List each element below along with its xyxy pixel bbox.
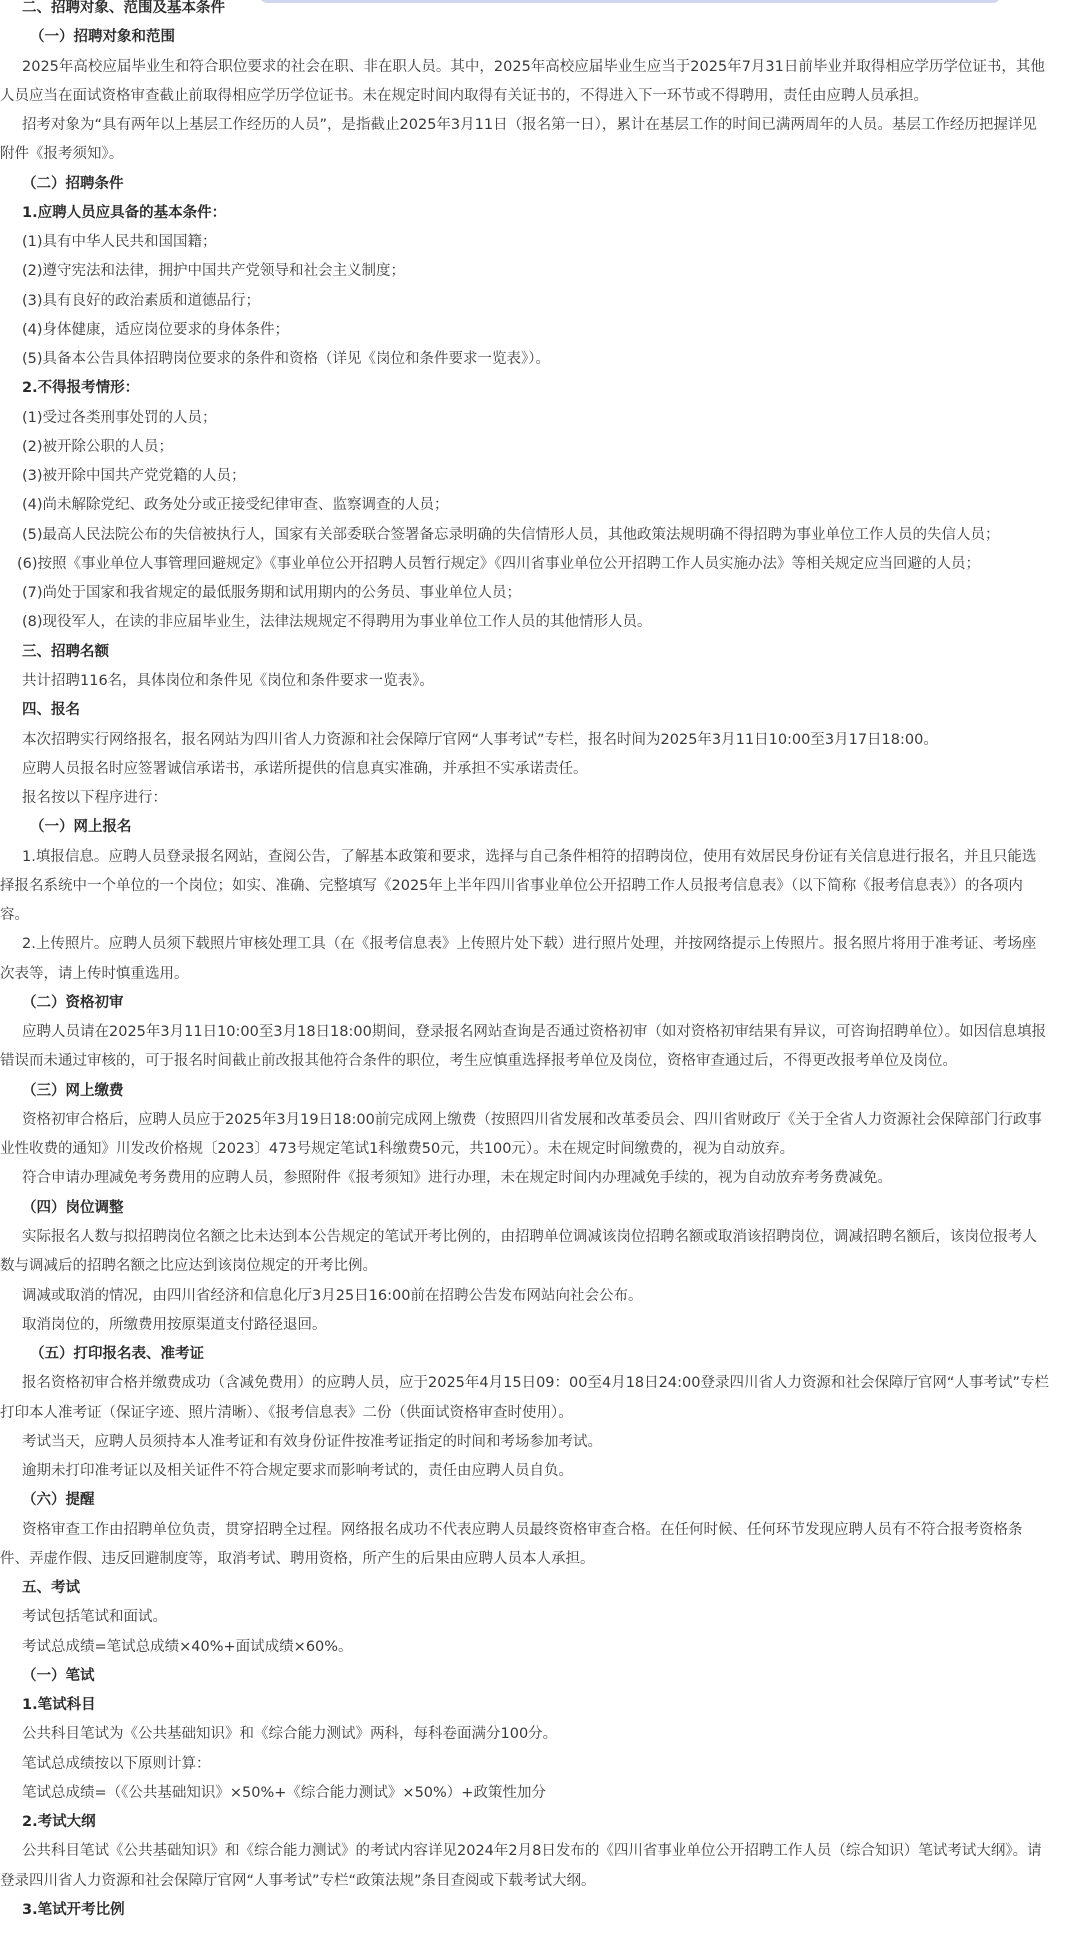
section-heading: 二、招聘对象、范围及基本条件 (22, 0, 225, 16)
section-heading: （二）招聘条件 (22, 176, 124, 192)
paragraph-line: 逾期未打印准考证以及相关证件不符合规定要求而影响考试的，责任由应聘人员自负。 (22, 1463, 573, 1479)
section-heading: （一）招聘对象和范围 (30, 29, 175, 45)
paragraph-line: 招考对象为“具有两年以上基层工作经历的人员”，是指截止2025年3月11日（报名第一日），累计在基层工作的时间已满两周年的人员。基层工作经历把握详见 (22, 117, 1037, 133)
paragraph-line: 考试包括笔试和面试。 (22, 1609, 167, 1625)
paragraph-line: 本次招聘实行网络报名，报名网站为四川省人力资源和社会保障厅官网“人事考试”专栏，报名时间为2025年3月11日10:00至3月17日18:00。 (22, 732, 938, 748)
section-heading: 1.笔试科目 (22, 1697, 96, 1713)
section-heading: （六）提醒 (22, 1492, 95, 1508)
section-heading: （三）网上缴费 (22, 1083, 124, 1099)
paragraph-line: 登录四川省人力资源和社会保障厅官网“人事考试”专栏“政策法规”条目查阅或下载考试大纲。 (0, 1873, 596, 1889)
paragraph-line: (2)遵守宪法和法律，拥护中国共产党领导和社会主义制度； (22, 263, 406, 279)
paragraph-line: 应聘人员请在2025年3月11日10:00至3月18日18:00期间，登录报名网站查询是否通过资格初审（如对资格初审结果有异议，可咨询招聘单位）。如因信息填报 (22, 1024, 1047, 1040)
section-heading: 四、报名 (22, 702, 80, 718)
paragraph-line: 公共科目笔试《公共基础知识》和《综合能力测试》的考试内容详见2024年2月8日发布的《四川省事业单位公开招聘工作人员（综合知识）笔试考试大纲》。请 (22, 1843, 1042, 1859)
paragraph-line: 2.上传照片。应聘人员须下载照片审核处理工具（在《报考信息表》上传照片处下载）进行照片处理，并按网络提示上传照片。报名照片将用于准考证、考场座 (22, 936, 1037, 952)
section-heading: （五）打印报名表、准考证 (30, 1346, 204, 1362)
paragraph-line: (2)被开除公职的人员； (22, 439, 174, 455)
paragraph-line: 考试当天，应聘人员须持本人准考证和有效身份证件按准考证指定的时间和考场参加考试。 (22, 1434, 602, 1450)
paragraph-line: 人员应当在面试资格审查截止前取得相应学历学位证书。未在规定时间内取得有关证书的，不得进入下一环节或不得聘用，责任由应聘人员承担。 (0, 88, 928, 104)
section-heading: 3.笔试开考比例 (22, 1902, 125, 1918)
paragraph-line: 取消岗位的，所缴费用按原渠道支付路径退回。 (22, 1317, 327, 1333)
section-heading: 三、招聘名额 (22, 644, 109, 660)
paragraph-line: 实际报名人数与拟招聘岗位名额之比未达到本公告规定的笔试开考比例的，由招聘单位调减该岗位招聘名额或取消该招聘岗位，调减招聘名额后，该岗位报考人 (22, 1229, 1037, 1245)
section-heading: （一）网上报名 (30, 819, 132, 835)
paragraph-line: (4)身体健康，适应岗位要求的身体条件； (22, 322, 290, 338)
paragraph-line: 1.填报信息。应聘人员登录报名网站，查阅公告，了解基本政策和要求，选择与自己条件相符的招聘岗位，使用有效居民身份证有关信息进行报名，并且只能选 (22, 849, 1037, 865)
section-heading: （四）岗位调整 (22, 1200, 124, 1216)
section-heading: 五、考试 (22, 1580, 80, 1596)
paragraph-line: 笔试总成绩=（《公共基础知识》×50%+《综合能力测试》×50%）+政策性加分 (22, 1785, 546, 1801)
paragraph-line: (6)按照《事业单位人事管理回避规定》《事业单位公开招聘人员暂行规定》《四川省事业单位公开招聘工作人员实施办法》等相关规定应当回避的人员； (17, 556, 981, 572)
paragraph-line: 共计招聘116名，具体岗位和条件见《岗位和条件要求一览表》。 (22, 673, 434, 689)
paragraph-line: (7)尚处于国家和我省规定的最低服务期和试用期内的公务员、事业单位人员； (22, 585, 522, 601)
paragraph-line: (5)最高人民法院公布的失信被执行人，国家有关部委联合签署备忘录明确的失信情形人员，其他政策法规明确不得招聘为事业单位工作人员的失信人员； (22, 527, 1000, 543)
paragraph-line: (8)现役军人，在读的非应届毕业生，法律法规规定不得聘用为事业单位工作人员的其他情形人员。 (22, 614, 652, 630)
paragraph-line: (4)尚未解除党纪、政务处分或正接受纪律审查、监察调查的人员； (22, 497, 449, 513)
paragraph-line: 资格初审合格后，应聘人员应于2025年3月19日18:00前完成网上缴费（按照四川省发展和改革委员会、四川省财政厅《关于全省人力资源社会保障部门行政事 (22, 1112, 1042, 1128)
section-heading: （二）资格初审 (22, 995, 124, 1011)
section-heading: 2.考试大纲 (22, 1814, 96, 1830)
paragraph-line: 打印本人准考证（保证字迹、照片清晰）、《报考信息表》二份（供面试资格审查时使用）。 (0, 1405, 573, 1421)
paragraph-line: 错误而未通过审核的，可于报名时间截止前改报其他符合条件的职位，考生应慎重选择报考单位及岗位，资格审查通过后，不得更改报考单位及岗位。 (0, 1053, 957, 1069)
paragraph-line: 次表等，请上传时慎重选用。 (0, 966, 189, 982)
paragraph-line: 调减或取消的情况，由四川省经济和信息化厅3月25日16:00前在招聘公告发布网站向社会公布。 (22, 1288, 643, 1304)
paragraph-line: 笔试总成绩按以下原则计算： (22, 1756, 211, 1772)
paragraph-line: 择报名系统中一个单位的一个岗位；如实、准确、完整填写《2025年上半年四川省事业单位公开招聘工作人员报考信息表》（以下简称《报考信息表》）的各项内 (0, 878, 1023, 894)
paragraph-line: 件、弄虚作假、违反回避制度等，取消考试、聘用资格，所产生的后果由应聘人员本人承担。 (0, 1551, 595, 1567)
paragraph-line: 数与调减后的招聘名额之比应达到该岗位规定的开考比例。 (0, 1258, 377, 1274)
paragraph-line: 考试总成绩=笔试总成绩×40%+面试成绩×60%。 (22, 1639, 353, 1655)
paragraph-line: 报名资格初审合格并缴费成功（含减免费用）的应聘人员，应于2025年4月15日09：00至4月18日24:00登录四川省人力资源和社会保障厅官网“人事考试”专栏 (22, 1375, 1049, 1391)
paragraph-line: 应聘人员报名时应签署诚信承诺书，承诺所提供的信息真实准确，并承担不实承诺责任。 (22, 761, 588, 777)
paragraph-line: 2025年高校应届毕业生和符合职位要求的社会在职、非在职人员。其中，2025年高校应届毕业生应当于2025年7月31日前毕业并取得相应学历学位证书，其他 (22, 59, 1045, 75)
paragraph-line: (3)被开除中国共产党党籍的人员； (22, 468, 246, 484)
paragraph-line: (1)具有中华人民共和国国籍； (22, 234, 217, 250)
paragraph-line: 业性收费的通知》川发改价格规〔2023〕473号规定笔试1科缴费50元，共100元）。未在规定时间缴费的，视为自动放弃。 (0, 1141, 795, 1157)
paragraph-line: 公共科目笔试为《公共基础知识》和《综合能力测试》两科，每科卷面满分100分。 (22, 1726, 558, 1742)
section-heading: 2.不得报考情形： (22, 380, 140, 396)
paragraph-line: 符合申请办理减免考务费用的应聘人员，参照附件《报考须知》进行办理，未在规定时间内办理减免手续的，视为自动放弃考务费减免。 (22, 1170, 892, 1186)
section-heading: （一）笔试 (22, 1668, 95, 1684)
paragraph-line: (1)受过各类刑事处罚的人员； (22, 410, 217, 426)
paragraph-line: (5)具备本公告具体招聘岗位要求的条件和资格（详见《岗位和条件要求一览表》）。 (22, 351, 551, 367)
paragraph-line: 报名按以下程序进行： (22, 790, 167, 806)
paragraph-line: 容。 (0, 907, 29, 923)
section-heading: 1.应聘人员应具备的基本条件： (22, 205, 227, 221)
paragraph-line: 附件《报考须知》。 (0, 146, 124, 162)
paragraph-line: 资格审查工作由招聘单位负责，贯穿招聘全过程。网络报名成功不代表应聘人员最终资格审查合格。在任何时候、任何环节发现应聘人员有不符合报考资格条 (22, 1522, 1023, 1538)
paragraph-line: (3)具有良好的政治素质和道德品行； (22, 293, 261, 309)
